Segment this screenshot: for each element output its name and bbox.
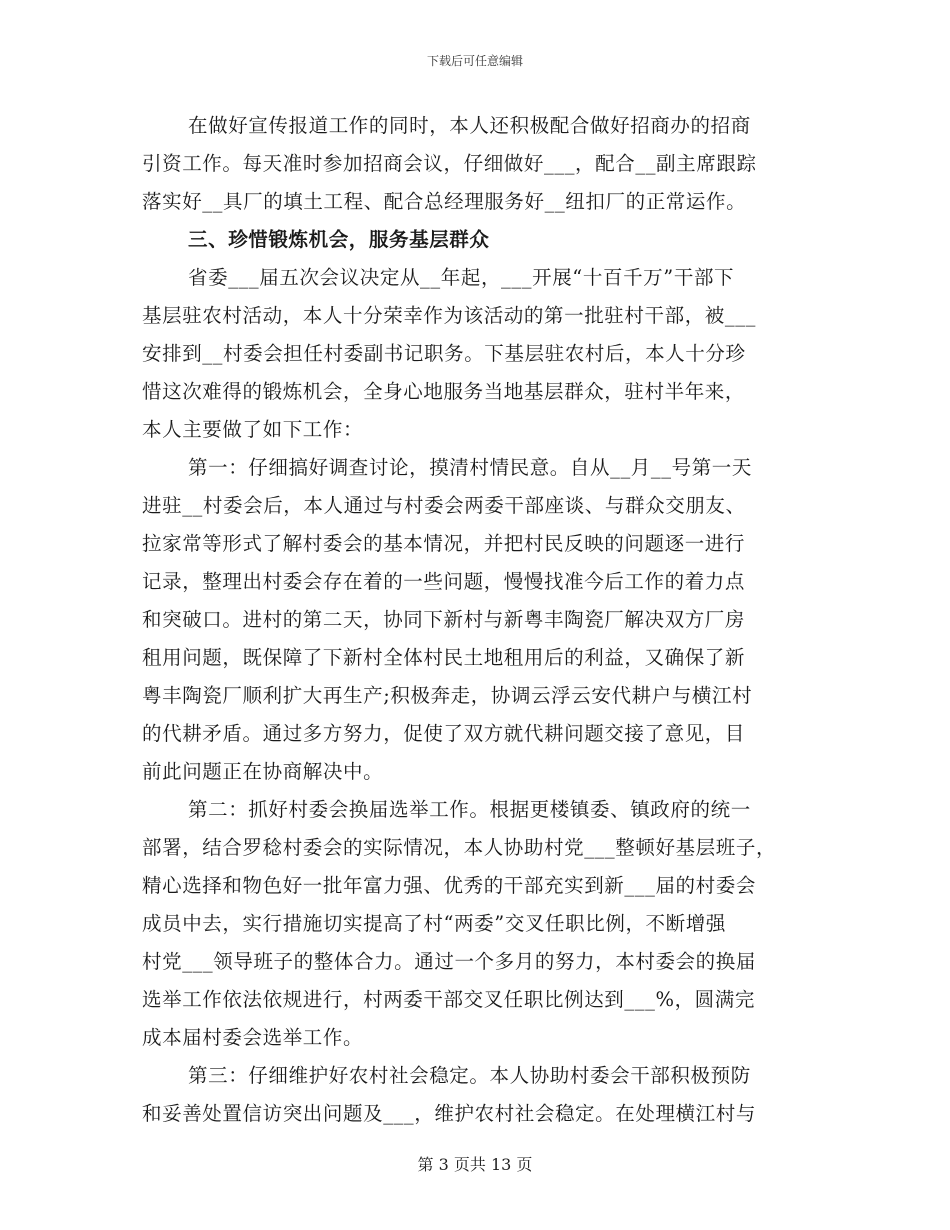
- text-line: 落实好__具厂的填土工程、配合总经理服务好__纽扣厂的正常运作。: [142, 190, 747, 213]
- text-line: 村党___领导班子的整体合力。通过一个多月的努力，本村委会的换届: [142, 950, 756, 973]
- text-line: 粤丰陶瓷厂顺利扩大再生产;积极奔走，协调云浮云安代耕户与横江村: [142, 684, 753, 707]
- text-line: 第二：抓好村委会换届选举工作。根据更楼镇委、镇政府的统一: [188, 798, 751, 821]
- page-footer: 第 3 页共 13 页: [417, 1155, 533, 1174]
- page-header: 下载后可任意编辑: [426, 54, 523, 68]
- text-line: 部署，结合罗稔村委会的实际情况，本人协助村党___整顿好基层班子，: [142, 836, 777, 859]
- text-line: 本人主要做了如下工作：: [142, 418, 364, 441]
- text-line: 进驻__村委会后，本人通过与村委会两委干部座谈、与群众交朋友、: [142, 494, 746, 517]
- text-line: 安排到__村委会担任村委副书记职务。下基层驻农村后，本人十分珍: [142, 342, 746, 365]
- text-line: 惜这次难得的锻炼机会，全身心地服务当地基层群众，驻村半年来，: [142, 380, 746, 403]
- text-line: 选举工作依法依规进行，村两委干部交叉任职比例达到___%，圆满完: [142, 988, 755, 1011]
- text-line: 租用问题，既保障了下新村全体村民土地租用后的利益，又确保了新: [142, 646, 746, 669]
- text-line: 拉家常等形式了解村委会的基本情况，并把村民反映的问题逐一进行: [142, 532, 746, 555]
- text-line: 前此问题正在协商解决中。: [142, 760, 384, 783]
- text-line: 精心选择和物色好一批年富力强、优秀的干部充实到新___届的村委会: [142, 874, 756, 897]
- text-line: 第三：仔细维护好农村社会稳定。本人协助村委会干部积极预防: [188, 1064, 751, 1087]
- text-line: 第一：仔细搞好调查讨论，摸清村情民意。自从__月__号第一天: [188, 456, 753, 479]
- text-line: 省委___届五次会议决定从__年起，___开展“十百千万”干部下: [188, 266, 735, 289]
- text-line: 记录，整理出村委会存在着的一些问题，慢慢找准今后工作的着力点: [142, 570, 746, 593]
- text-line: 和突破口。进村的第二天，协同下新村与新粤丰陶瓷厂解决双方厂房: [142, 608, 746, 631]
- text-line: 引资工作。每天准时参加招商会议，仔细做好___，配合__副主席跟踪: [142, 152, 757, 175]
- text-line: 和妥善处置信访突出问题及___，维护农村社会稳定。在处理横江村与: [142, 1102, 756, 1125]
- text-line: 成员中去，实行措施切实提高了村“两委”交叉任职比例，不断增强: [142, 912, 726, 935]
- text-line: 基层驻农村活动，本人十分荣幸作为该活动的第一批驻村干部，被___: [142, 304, 756, 327]
- text-line: 在做好宣传报道工作的同时，本人还积极配合做好招商办的招商: [188, 114, 751, 137]
- document-body: [142, 107, 810, 1133]
- text-line: 成本届村委会选举工作。: [142, 1026, 364, 1049]
- section-heading: 三、珍惜锻炼机会，服务基层群众: [188, 228, 490, 251]
- text-line: 的代耕矛盾。通过多方努力，促使了双方就代耕问题交接了意见，目: [142, 722, 746, 745]
